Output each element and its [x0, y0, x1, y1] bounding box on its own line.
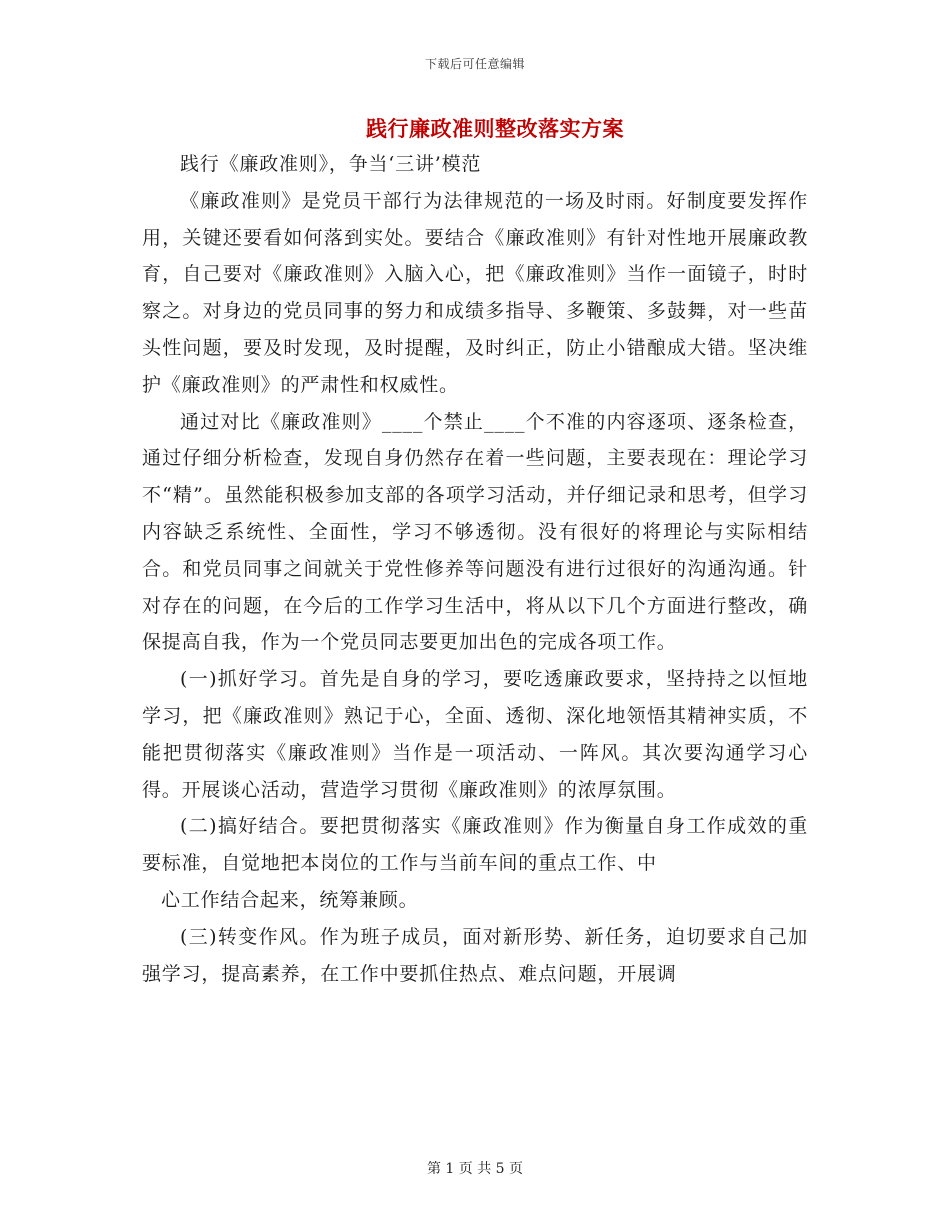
paragraph-5: (三)转变作风。作为班子成员，面对新形势、新任务，迫切要求自己加强学习，提高素养，在工作中要抓住热点、难点问题，开展调 — [142, 925, 808, 985]
header-note: 下载后可任意编辑 — [424, 57, 525, 71]
paragraph-3: (一)抓好学习。首先是自身的学习，要吃透廉政要求，坚持持之以恒地学习，把《廉政准则》熟记于心，全面、透彻、深化地领悟其精神实质，不能把贯彻落实《廉政准则》当作是一项活动、一阵风。其次要沟通学习心得。开展谈心活动，营造学习贯彻《廉政准则》的浓厚氛围。 — [142, 668, 808, 801]
paragraph-1: 《廉政准则》是党员干部行为法律规范的一场及时雨。好制度要发挥作用，关键还要看如何落到实处。要结合《廉政准则》有针对性地开展廉政教育，自己要对《廉政准则》入脑入心，把《廉政准则》当作一面镜子，时时察之。对身边的党员同事的努力和成绩多指导、多鞭策、多鼓舞，对一些苗头性问题，要及时发现，及时提醒，及时纠正，防止小错酿成大错。坚决维护《廉政准则》的严肃性和权威性。 — [142, 189, 808, 396]
document-title: 践行廉政准则整改落实方案 — [366, 116, 624, 141]
page-number: 第 1 页 共 5 页 — [426, 1161, 524, 1177]
paragraph-4-continued: 心工作结合起来，统筹兼顾。 — [161, 888, 419, 911]
paragraph-2: 通过对比《廉政准则》____个禁止____个不准的内容逐项、逐条检查，通过仔细分析检查，发现自身仍然存在着一些问题，主要表现在：理论学习不“精”。虽然能积极参加支部的各项学习活动，并仔细记录和思考，但学习内容缺乏系统性、全面性，学习不够透彻。没有很好的将理论与实际相结合。和党员同事之间就关于党性修养等问题没有进行过很好的沟通沟通。针对存在的问题，在今后的工作学习生活中，将从以下几个方面进行整改，确保提高自我，作为一个党员同志要更加出色的完成各项工作。 — [142, 410, 808, 654]
paragraph-4: (二)搞好结合。要把贯彻落实《廉政准则》作为衡量自身工作成效的重要标准，自觉地把本岗位的工作与当前车间的重点工作、中 — [142, 815, 808, 875]
document-subtitle: 践行《廉政准则》，争当‘三讲’模范 — [180, 153, 482, 175]
document-body — [142, 146, 808, 992]
